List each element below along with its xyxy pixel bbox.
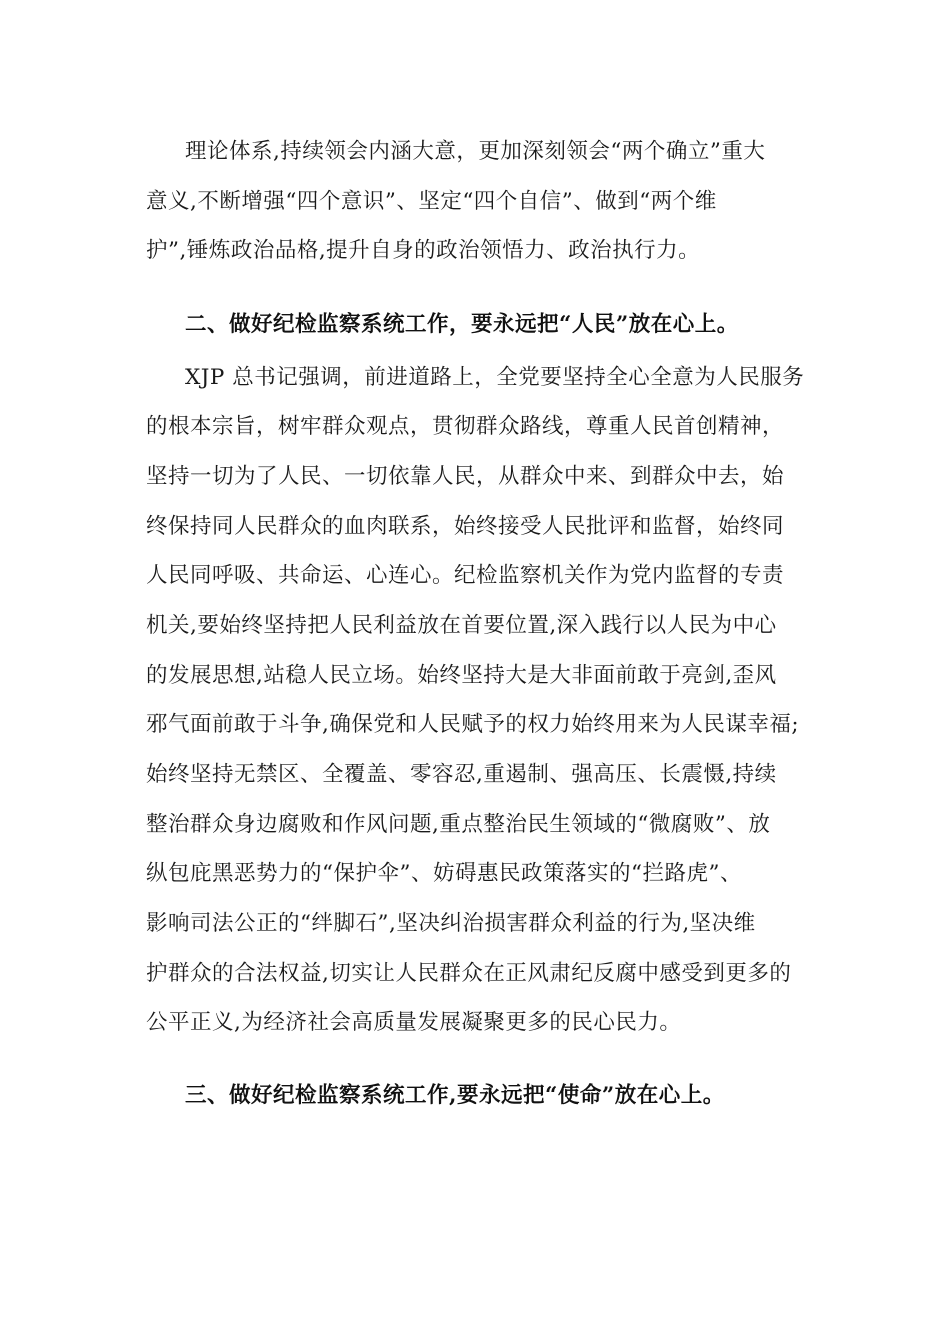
paragraph-line: 护”,锤炼政治品格,提升自身的政治领悟力、政治执行力。 [146, 238, 701, 263]
paragraph-line: 邪气面前敢于斗争,确保党和人民赋予的权力始终用来为人民谋幸福; [146, 712, 800, 737]
paragraph-line: 始终坚持无禁区、全覆盖、零容忍,重遏制、强高压、长震慑,持续 [146, 762, 777, 787]
paragraph-line: 理论体系,持续领会内涵大意，更加深刻领会“两个确立”重大 [185, 139, 766, 164]
paragraph-line: 纵包庇黑恶势力的“保护伞”、妨碍惠民政策落实的“拦路虎”、 [146, 861, 742, 886]
paragraph-line: 护群众的合法权益,切实让人民群众在正风肃纪反腐中感受到更多的 [146, 961, 792, 986]
paragraph-line: 终保持同人民群众的血肉联系，始终接受人民批评和监督，始终同 [146, 514, 785, 539]
paragraph-line: XJP 总书记强调，前进道路上，全党要坚持全心全意为人民服务 [185, 365, 805, 390]
paragraph-line: 坚持一切为了人民、一切依靠人民，从群众中来、到群众中去，始 [146, 464, 785, 489]
paragraph-line: 影响司法公正的“绊脚石”,坚决纠治损害群众利益的行为,坚决维 [146, 911, 756, 936]
paragraph-line: 的发展思想,站稳人民立场。始终坚持大是大非面前敢于亮剑,歪风 [146, 663, 777, 688]
paragraph-line: 意义,不断增强“四个意识”、坚定“四个自信”、做到“两个维 [146, 189, 717, 214]
section-heading-3: 三、做好纪检监察系统工作,要永远把“使命”放在心上。 [185, 1083, 725, 1108]
paragraph-line: 整治群众身边腐败和作风问题,重点整治民生领域的“微腐败”、放 [146, 812, 771, 837]
section-heading-2: 二、做好纪检监察系统工作，要永远把“人民”放在心上。 [185, 312, 739, 337]
paragraph-line: 机关,要始终坚持把人民利益放在首要位置,深入践行以人民为中心 [146, 613, 777, 638]
paragraph-line: 公平正义,为经济社会高质量发展凝聚更多的民心民力。 [146, 1010, 682, 1035]
paragraph-line: 人民同呼吸、共命运、心连心。纪检监察机关作为党内监督的专责 [146, 563, 785, 588]
paragraph-line: 的根本宗旨，树牢群众观点，贯彻群众路线，尊重人民首创精神， [146, 414, 785, 439]
